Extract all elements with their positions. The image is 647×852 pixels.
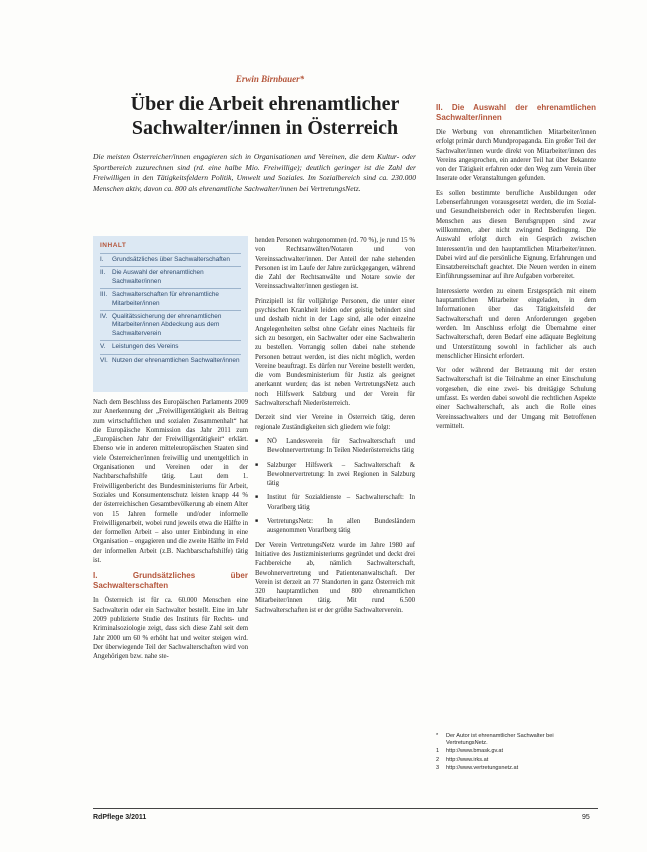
toc-heading: INHALT: [100, 242, 127, 249]
footnote: [436, 748, 596, 755]
body-column-left: [93, 398, 248, 666]
body-paragraph: Interessierte werden zu einem Erstgespräch mit einem hauptamtlichen Mitarbeiter eingeladen, in dem Informationen über das Tätigkeitsfeld der Sachwalterschaft und deren Anforderungen gegeben werden. Im Anschluss erfolgt die Übernahme einer Sachwalterschaft, deren Bedarf eine adäquate Begleitung und Unterstützung sowohl in fachlicher als auch menschlicher Hinsicht erfordert.: [436, 287, 596, 360]
table-of-contents-box: [93, 236, 248, 392]
author-name: Erwin Birnbauer*: [235, 74, 305, 84]
article-lead: Die meisten Österreicher/innen engagieren sich in Organisationen und Vereinen, die dem Kultur- oder Sportbereich zuzurechnen sind (rd. eine halbe Mio. Freiwillige); deutlich geringer ist die Zahl der Freiwilligen in den Tätigkeitsfeldern Politik, Umwelt und Soziales. Im Sozialbereich sind ca. 230.000 Menschen aktiv, davon ca. 800 als ehrenamtliche Sachwalter/innen bei VertretungsNetz.: [93, 152, 416, 193]
footnote-number: *: [436, 733, 439, 739]
footnote-text: Der Autor ist ehrenamtlicher Sachwalter bei VertretungsNetz.: [446, 733, 554, 747]
bullet-item: ■ VertretungsNetz: In allen Bundesländern ausgenommen Vorarlberg tätig: [255, 517, 415, 536]
section-heading: II. Die Auswahl der ehrenamtlichen Sachwalter/innen: [436, 103, 596, 122]
journal-issue: RdPflege 3/2011: [93, 814, 147, 821]
toc-item-label: Grundsätzliches über Sachwalterschaften: [112, 256, 230, 263]
footnote-number: 2: [436, 756, 440, 763]
body-paragraph: Derzeit sind vier Vereine in Österreich tätig, deren regionale Zuständigkeiten sich gliedern wie folgt:: [255, 414, 415, 431]
body-column-middle: [255, 236, 415, 620]
toc-item-number: III.: [100, 291, 108, 299]
page-number: 95: [582, 814, 590, 821]
footnote-link[interactable]: http://www.vertretungsnetz.at: [446, 764, 519, 771]
footnote-number: 1: [436, 748, 440, 755]
body-paragraph: henden Personen wahrgenommen (rd. 70 %), je rund 15 % von Rechtsanwälten/Notaren und von Vereinssachwalter/innen. Der Anteil der nahe stehenden Personen ist im Laufe der Jahre zurückgegangen, während die Zahl der Rechtsanwälte und Notare sowie der Vereinssachwalter/innen gestiegen ist.: [255, 237, 415, 291]
footnotes: [436, 733, 596, 773]
article-title: Über die Arbeit ehrenamtlicher Sachwalter/innen in Österreich: [130, 93, 400, 139]
body-paragraph: Die Werbung von ehrenamtlichen Mitarbeiter/innen erfolgt primär durch Mundpropaganda. Ein großer Teil der Sachwalter/innen wurde direkt von Mitarbeiter/innen des Vereins angesprochen, ein anderer Teil hat über Bekannte von der Tätigkeit erfahren oder den Weg zum Verein über Inserate oder Veranstaltungen gefunden.: [436, 129, 596, 183]
toc-item-number: V.: [100, 343, 106, 351]
body-column-right: [436, 103, 596, 436]
toc-item-label: Qualitätssicherung der ehrenamtlichen Mitarbeiter/innen Abdeckung aus dem Sachwalterverein: [112, 313, 222, 337]
body-paragraph: Nach dem Beschluss des Europäischen Parlaments 2009 zur Anerkennung der „Freiwilligentätigkeit als Beitrag zum wirtschaftlichen und sozialen Zusammenhalt“ hat die Europäische Kommission das Jahr 2011 zum „Europäischen Jahr der Freiwilligentätigkeit“ erklärt. Ebenso wie in anderen mitteleuropäischen Staaten sind viele Österreicher/innen freiwillig und unentgeltlich in Organisationen und Vereinen oder in der Nachbarschaftshilfe tätig. Laut dem 1. Freiwilligenbericht des Bundesministeriums für Arbeit, Soziales und Konsumentenschutz leisten knapp 44 % der österreichischen Gesamtbevölkerung ab einem Alter von 15 Jahren formelle und/oder informelle Freiwilligenarbeit, wobei rund jeweils etwa die Hälfte in der formellen Arbeit – also unter Einbindung in eine Organisation – engagieren und die zweite Hälfte im Feld der informellen Arbeit (z.B. Nachbarschaftshilfe) tätig ist.: [93, 399, 248, 565]
toc-item-number: VI.: [100, 356, 108, 364]
toc-item-label: Nutzen der ehrenamtlichen Sachwalter/innen: [112, 356, 240, 364]
footnote: [436, 733, 596, 747]
footnote-link[interactable]: http://www.irks.at: [446, 756, 489, 763]
toc-item-label: Leistungen des Vereins: [112, 343, 179, 351]
toc-item[interactable]: [100, 340, 241, 353]
toc-item[interactable]: [100, 253, 241, 266]
section-heading: I. Grundsätzliches über Sachwalterschaften: [93, 571, 248, 591]
body-paragraph: In Österreich ist für ca. 60.000 Menschen eine Sachwalterin oder ein Sachwalter bestellt. Eine im Jahr 2009 publizierte Studie des Instituts für Rechts- und Kriminalsoziologie zeigt, dass sich diese Zahl seit dem Jahr 2000 um 60 % erhöht hat und weiter steigen wird. Der überwiegende Teil der Sachwalterschaften wird von Angehörigen bzw. nahe ste-: [93, 597, 248, 661]
footer-divider: [93, 808, 598, 809]
body-paragraph: Vor oder während der Betrauung mit der ersten Sachwalterschaft ist die Teilnahme an einer Einschulung vorgesehen, die eine zwei- bis dreitägige Schulung umfasst. Es werden dabei sowohl die rechtlichen Aspekte einer Sachwalterschaft, als auch die Rolle eines Vereinssachwalters und der Umgang mit Betroffenen vermittelt.: [436, 367, 596, 430]
toc-item[interactable]: [100, 354, 241, 367]
toc-item-label: Die Auswahl der ehrenamtlichen Sachwalter/innen: [112, 269, 204, 285]
footnote-link[interactable]: http://www.bmask.gv.at: [446, 748, 504, 755]
bullet-item: ■ NÖ Landesverein für Sachwalterschaft und Bewohnervertretung: In Teilen Niederösterreichs tätig: [255, 437, 415, 456]
toc-item[interactable]: [100, 288, 241, 310]
body-paragraph: Prinzipiell ist für volljährige Personen, die unter einer psychischen Krankheit leiden oder geistig behindert sind und deshalb nicht in der Lage sind, alle oder einzelne Angelegenheiten selbst ohne Gefahr eines Nachteils für sich zu besorgen, ein Sachwalter oder eine Sachwalterin zu bestellen. Vorrangig sollen dabei nahe stehende Personen betraut werden, ist dies nicht möglich, werden Vereine beauftragt. Es dürfen nur Vereine bestellt werden, die vom Bundesministerium für Justiz als geeignet anerkannt wurden; das ist neben VertretungsNetz auch noch Hilfswerk Salzburg und der Verein für Sachwalterschaft Niederösterreich.: [255, 297, 415, 408]
footnote-number: 3: [436, 764, 440, 771]
footnote: [436, 765, 596, 772]
body-paragraph: Es sollen bestimmte berufliche Ausbildungen oder Lebenserfahrungen vorausgesetzt werden, die im Sozial- und Gesundheitsbereich oder in Rechtsberufen liegen. Menschen aus diesen Berufsgruppen sind zwar willkommen, aber nicht zwingend Bedingung. Die Auswahl erfolgt durch ein Gespräch zwischen Interessent/in und den hauptamtlichen Mitarbeiter/innen. Dabei wird auf die persönliche Eignung, Erfahrungen und Einsatzbereitschaft geachtet. Die Neuen werden in einem Einführungsseminar auf ihre Aufgaben vorbereitet.: [436, 189, 596, 281]
toc-item-number: II.: [100, 269, 106, 277]
toc-item-number: IV.: [100, 313, 108, 321]
toc-item-label: Sachwalterschaften für ehrenamtliche Mitarbeiter/innen: [112, 291, 219, 307]
toc-item[interactable]: [100, 266, 241, 288]
bullet-item: ■ Institut für Sozialdienste – Sachwalterschaft: In Vorarlberg tätig: [255, 493, 415, 512]
toc-item[interactable]: [100, 310, 241, 340]
body-paragraph: Der Verein VertretungsNetz wurde im Jahre 1980 auf Initiative des Justizministeriums gegründet und deckt drei Fachbereiche ab, nämlich Sachwalterschaft, Bewohnervertretung und Patientenanwaltschaft. Der Verein ist derzeit an 77 Standorten in ganz Österreich mit 320 hauptamtlichen und 800 ehrenamtlichen Mitarbeiter/innen tätig. Mit rund 6.500 Sachwalterschaften ist er der größte Sachwalterverein.: [255, 541, 415, 614]
bullet-item: ■ Salzburger Hilfswerk – Sachwalterschaft & Bewohnervertretung: In zwei Regionen in Salzburg tätig: [255, 461, 415, 489]
toc-item-number: I.: [100, 256, 104, 263]
footnote: [436, 757, 596, 764]
